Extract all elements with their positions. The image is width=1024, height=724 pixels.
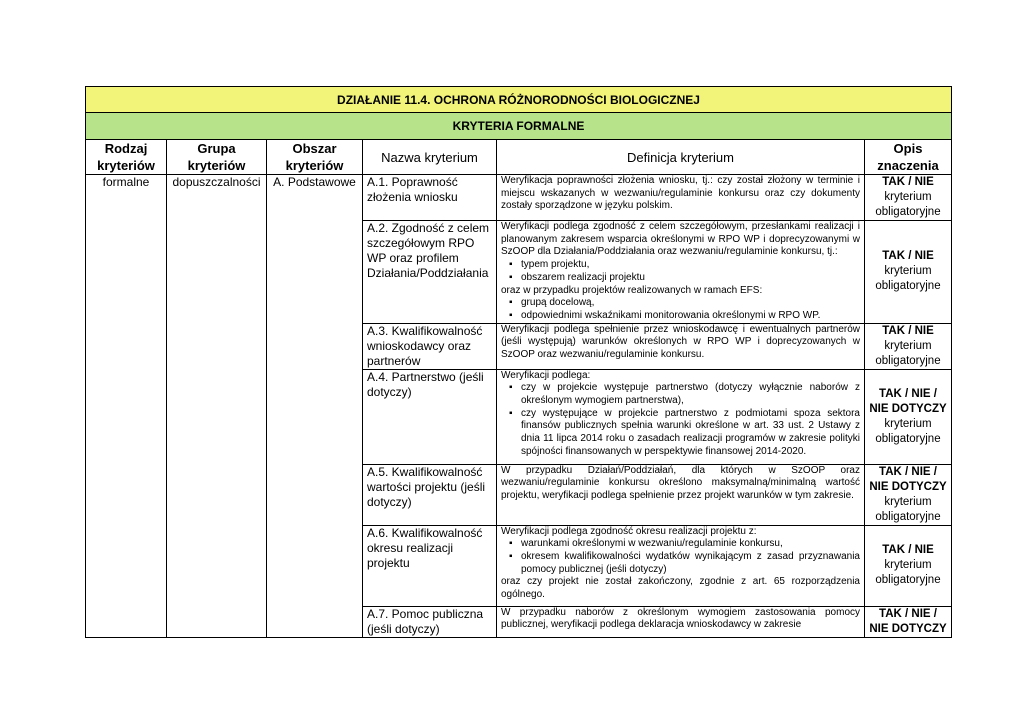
definition-list (501, 382, 860, 458)
opis-note: kryterium obligatoryjne (875, 417, 941, 445)
criterion-opis (865, 525, 952, 606)
definition-text: Weryfikacja poprawności złożenia wniosku, tj.: czy został złożony w terminie i miejscu wskazanych w wezwaniu/regulaminie konkursu oraz czy dokumenty zostały sporządzone w języku polskim. (501, 175, 860, 212)
criterion-name: A.2. Zgodność z celem szczegółowym RPO WP oraz profilem Działania/Poddziałania (363, 221, 497, 324)
header-rodzaj: Rodzaj kryteriów (86, 140, 167, 175)
criterion-definition (497, 175, 865, 221)
criterion-name: A.4. Partnerstwo (jeśli dotyczy) (363, 369, 497, 464)
header-nazwa: Nazwa kryterium (363, 140, 497, 175)
opis-note: kryterium obligatoryjne (875, 495, 941, 523)
opis-value: TAK / NIE (882, 544, 934, 557)
criterion-opis (865, 606, 952, 637)
header-opis: Opis znaczenia (865, 140, 952, 175)
header-row (86, 140, 952, 175)
criterion-definition (497, 369, 865, 464)
definition-text: Weryfikacji podlega zgodność z celem szczegółowym, przesłankami realizacji i planowanym zakresem wsparcia określonymi w RPO WP i doprecyzowanymi w SzOOP dla Działania/Poddziałania oraz wezwaniu/regulaminie konkursu, tj.: (501, 221, 860, 258)
definition-text: W przypadku Działań/Poddziałań, dla których w SzOOP oraz wezwaniu/regulaminie konkursu określono maksymalną/minimalną wartość projektu, weryfikacji podlega spełnienie przez projekt warunków w tym zakresie. (501, 464, 860, 502)
opis-value: TAK / NIE (882, 176, 934, 188)
definition-list (501, 259, 860, 284)
obszar-cell: A. Podstawowe (267, 175, 363, 638)
list-item: ▪ okresem kwalifikowalności wydatków wynikającym z zasad przyznawania pomocy publicznej (jeśli dotyczy) (521, 551, 860, 576)
opis-value: TAK / NIE / NIE DOTYCZY (869, 465, 947, 493)
opis-value: TAK / NIE / NIE DOTYCZY (869, 607, 947, 635)
header-grupa: Grupa kryteriów (167, 140, 267, 175)
opis-value: TAK / NIE / NIE DOTYCZY (869, 387, 947, 415)
criterion-definition (497, 323, 865, 369)
list-item: ▪ czy w projekcie występuje partnerstwo (dotyczy wyłącznie naborów z określonym wymogiem partnerstwa), (521, 382, 860, 407)
opis-note: kryterium obligatoryjne (875, 191, 941, 218)
criterion-name: A.5. Kwalifikowalność wartości projektu (jeśli dotyczy) (363, 464, 497, 525)
definition-list (501, 297, 860, 322)
definition-text: Weryfikacji podlega zgodność okresu realizacji projektu z: (501, 525, 757, 537)
criterion-name: A.6. Kwalifikowalność okresu realizacji projektu (363, 525, 497, 606)
header-definicja: Definicja kryterium (497, 140, 865, 175)
criterion-name: A.1. Poprawność złożenia wniosku (363, 175, 497, 221)
list-item: ▪ obszarem realizacji projektu (521, 272, 860, 285)
definition-list (501, 538, 860, 576)
criterion-definition (497, 525, 865, 606)
opis-note: kryterium obligatoryjne (875, 339, 941, 367)
rodzaj-cell: formalne (86, 175, 167, 638)
opis-note: kryterium obligatoryjne (875, 559, 941, 587)
list-item: ▪ grupą docelową, (521, 297, 860, 310)
list-item: ▪ odpowiednimi wskaźnikami monitorowania określonymi w RPO WP. (521, 310, 860, 323)
list-item: ▪ czy występujące w projekcie partnerstwo z podmiotami spoza sektora finansów publicznych spełnia warunki określone w art. 33 ust. 2 Ustawy z dnia 11 lipca 2014 roku o zasadach realizacji programów w zakresie polityki spójności finansowanych w perspektywie finansowej 2014-2020. (521, 408, 860, 459)
criteria-table (85, 86, 952, 638)
criterion-definition (497, 221, 865, 324)
table-row (86, 175, 952, 221)
definition-text: W przypadku naborów z określonym wymogiem zastosowania pomocy publicznej, weryfikacji podlega deklaracja wnioskodawcy w zakresie (501, 606, 860, 631)
criterion-opis (865, 369, 952, 464)
criterion-name: A.3. Kwalifikowalność wnioskodawcy oraz partnerów (363, 323, 497, 369)
criterion-opis (865, 464, 952, 525)
grupa-cell: dopuszczalności (167, 175, 267, 638)
criterion-opis (865, 323, 952, 369)
criterion-opis (865, 221, 952, 324)
criterion-opis (865, 175, 952, 221)
list-item: ▪ warunkami określonymi w wezwaniu/regulaminie konkursu, (521, 538, 860, 551)
header-obszar: Obszar kryteriów (267, 140, 363, 175)
definition-text: Weryfikacji podlega: (501, 369, 591, 381)
criterion-definition (497, 606, 865, 637)
criterion-definition (497, 464, 865, 525)
definition-text: Weryfikacji podlega spełnienie przez wnioskodawcę i ewentualnych partnerów (jeśli występują) warunków określonych w RPO WP i doprecyzowanych w SzOOP oraz wezwaniu/regulaminie konkursu. (501, 323, 860, 361)
opis-value: TAK / NIE (882, 324, 934, 337)
definition-text: oraz czy projekt nie został zakończony, zgodnie z art. 65 rozporządzenia ogólnego. (501, 576, 860, 601)
list-item: ▪ typem projektu, (521, 259, 860, 272)
criterion-name: A.7. Pomoc publiczna (jeśli dotyczy) (363, 606, 497, 637)
section-subtitle: KRYTERIA FORMALNE (86, 113, 952, 140)
opis-value: TAK / NIE (882, 250, 934, 263)
definition-text: oraz w przypadku projektów realizowanych w ramach EFS: (501, 284, 763, 296)
opis-note: kryterium obligatoryjne (875, 265, 941, 293)
section-title: DZIAŁANIE 11.4. OCHRONA RÓŻNORODNOŚCI BIOLOGICZNEJ (86, 87, 952, 113)
